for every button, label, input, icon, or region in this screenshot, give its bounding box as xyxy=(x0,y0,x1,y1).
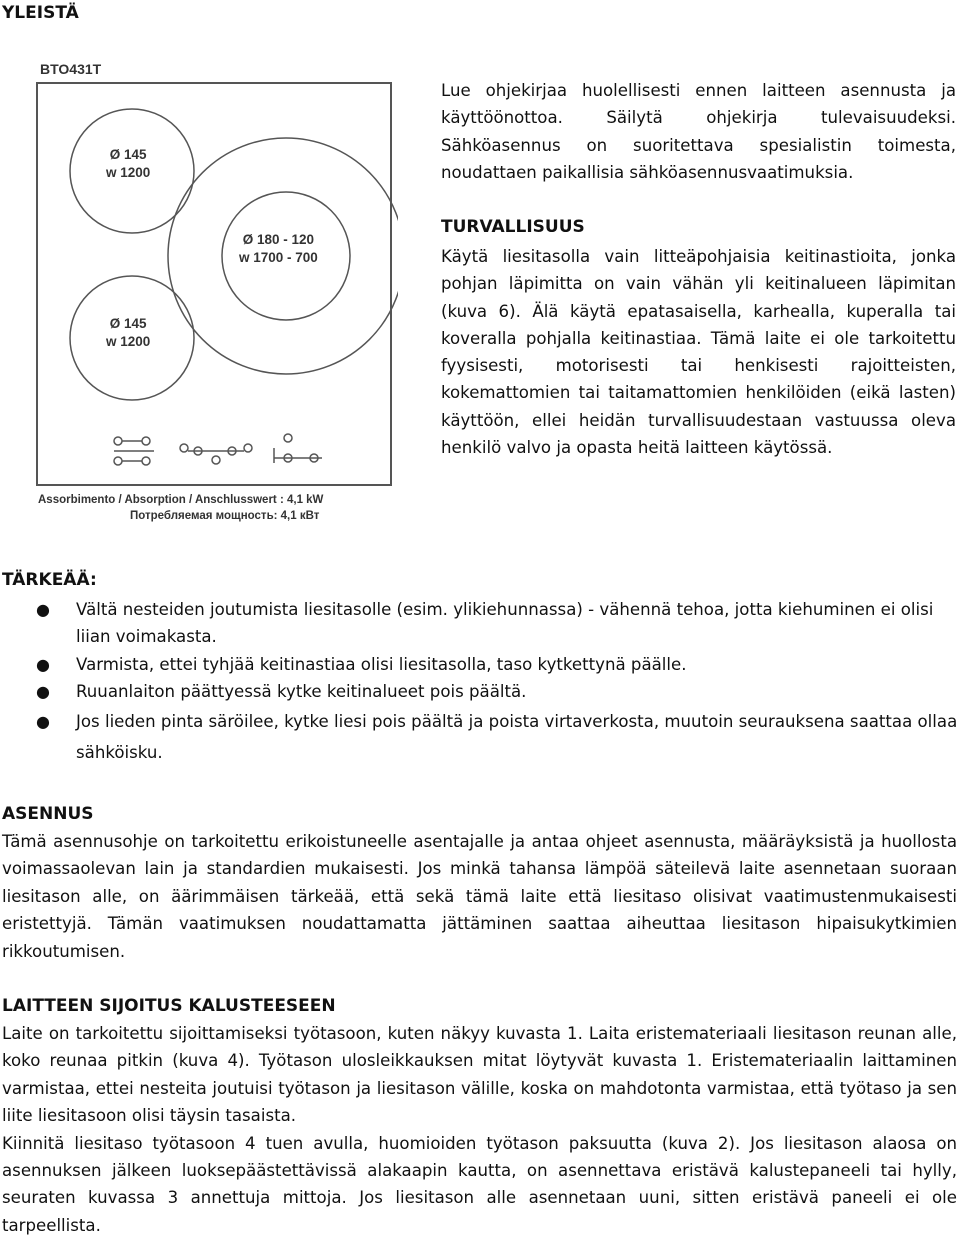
absorption-line-ru: Потребляемая мощность: 4,1 кВт xyxy=(130,510,320,522)
list-item-text: Vältä nesteiden joutumista liesitasolle (esim. ylikiehunnassa) - vähennä tehoa, jotta kiehuminen ei olisi liian voimakasta. xyxy=(76,600,934,647)
sijoitus-paragraph-1: Laite on tarkoitettu sijoittamiseksi työtasoon, kuten näkyy kuvasta 1. Laita eristemateriaali liesitason reunan alle, koko reunaa pitkin (kuva 4). Työtason ulosleikkauksen mitat löytyvät kuvasta 1. Eristemateriaalin laittaminen varmistaa, ettei nesteita joutuisi työtason ja liesitason välille, koska on mahdotonta varmistaa, että työtaso ja sen liite liesitasoon olisi täysin tasaista. xyxy=(2,1024,957,1126)
zone-diameter: Ø 145 xyxy=(109,316,147,331)
zone-power: w 1700 - 700 xyxy=(239,250,318,265)
sijoitus-paragraph-2: Kiinnitä liesitaso työtasoon 4 tuen avulla, huomioiden työtason paksuutta (kuva 2). Jos liesitason alaosa on asennuksen jälkeen luoksepäästettävissä alakaapin kautta, on asennettava eristävä kalustepaneeli tai hylly, seuraten kuvassa 3 annettuja mittoja. Jos liesitason alle asennetaan uuni, sitten eristävä paneeli ei ole tarpeellista. xyxy=(2,1133,957,1235)
section-heading-yleista: YLEISTÄ xyxy=(2,3,79,23)
list-item xyxy=(0,596,958,651)
list-item-text: Jos lieden pinta säröilee, kytke liesi pois päältä ja poista virtaverkosta, muutoin seurauksena saattaa ollaa sähköisku. xyxy=(76,711,958,762)
bullet-icon: ● xyxy=(36,600,50,619)
list-item-text: Ruuanlaiton päättyessä kytke keitinalueet pois päältä. xyxy=(76,682,527,702)
section-heading-asennus: ASENNUS xyxy=(2,804,94,824)
zone-label-bottom-left xyxy=(106,315,150,351)
hob-zones-drawing xyxy=(36,58,398,528)
tarkeaa-list xyxy=(0,596,958,768)
zone-diameter: Ø 145 xyxy=(109,147,147,162)
list-item-text: Varmista, ettei tyhjää keitinastiaa olisi liesitasolla, taso kytkettynä päälle. xyxy=(76,654,687,674)
list-item xyxy=(0,678,958,705)
hob-diagram xyxy=(36,58,398,528)
turvallisuus-paragraph: Käytä liesitasolla vain litteäpohjaisia keitinastioita, jonka pohjan läpimitta on vain vähän yli keitinalueen läpimitan (kuva 6). Älä käytä epatasaisella, karhealla, kuperalla tai koveralla pohjalla keitinastiaa. Tämä laite ei ole tarkoitettu fyysisesti, motorisesti tai henkisesti rajoitteisten, kokemattomien tai taitamattomien henkilöiden (eikä lasten) käyttöön, ellei heidän turvallisuudestaan vastuussa oleva henkilö valvo ja opasta heitä laitteen käytössä. xyxy=(441,247,956,458)
asennus-paragraph: Tämä asennusohje on tarkoitettu erikoistuneelle asentajalle ja antaa ohjeet asennusta, määräyksistä ja huollosta voimassaolevan lain ja standardien mukaisesti. Jos minkä tahansa lämpöä säteilevä laite asennetaan suoraan liesitason alle, on äärimmäisen tärkeää, että sekä tämä laite että liesitaso olisivat vaatimustenmukaisesti eristettyjä. Tämän vaatimuksen noudattamatta jättäminen saattaa aiheuttaa liesitason hipaisukytkimien rikkoutumisen. xyxy=(2,832,957,961)
hob-model-label: BTO431T xyxy=(40,61,102,77)
sijoitus-body xyxy=(2,1020,957,1239)
zone-label-large xyxy=(239,231,318,267)
section-heading-sijoitus: LAITTEEN SIJOITUS KALUSTEESEEN xyxy=(2,996,336,1016)
absorption-line: Assorbimento / Absorption / Anschlusswert : 4,1 kW xyxy=(38,494,324,506)
list-item xyxy=(0,706,958,768)
section-heading-tarkeaa: TÄRKEÄÄ: xyxy=(2,570,97,590)
list-item xyxy=(0,651,958,678)
zone-label-top-left xyxy=(106,146,150,182)
section-heading-turvallisuus: TURVALLISUUS xyxy=(441,217,585,237)
bullet-icon: ● xyxy=(36,654,50,674)
zone-power: w 1200 xyxy=(106,165,151,180)
zone-diameter: Ø 180 - 120 xyxy=(242,232,315,247)
bullet-icon: ● xyxy=(36,682,50,702)
absorption-info xyxy=(38,492,323,524)
control-symbols xyxy=(114,434,322,465)
zone-power: w 1200 xyxy=(106,334,151,349)
bullet-icon: ● xyxy=(36,711,50,731)
intro-paragraph: Lue ohjekirjaa huolellisesti ennen laitteen asennusta ja käyttöönottoa. Säilytä ohjekirja tulevaisuudeksi. Sähköasennus on suoritettava spesialistin toimesta, noudattaen paikallisia sähköasennusvaatimuksia. xyxy=(441,81,956,182)
